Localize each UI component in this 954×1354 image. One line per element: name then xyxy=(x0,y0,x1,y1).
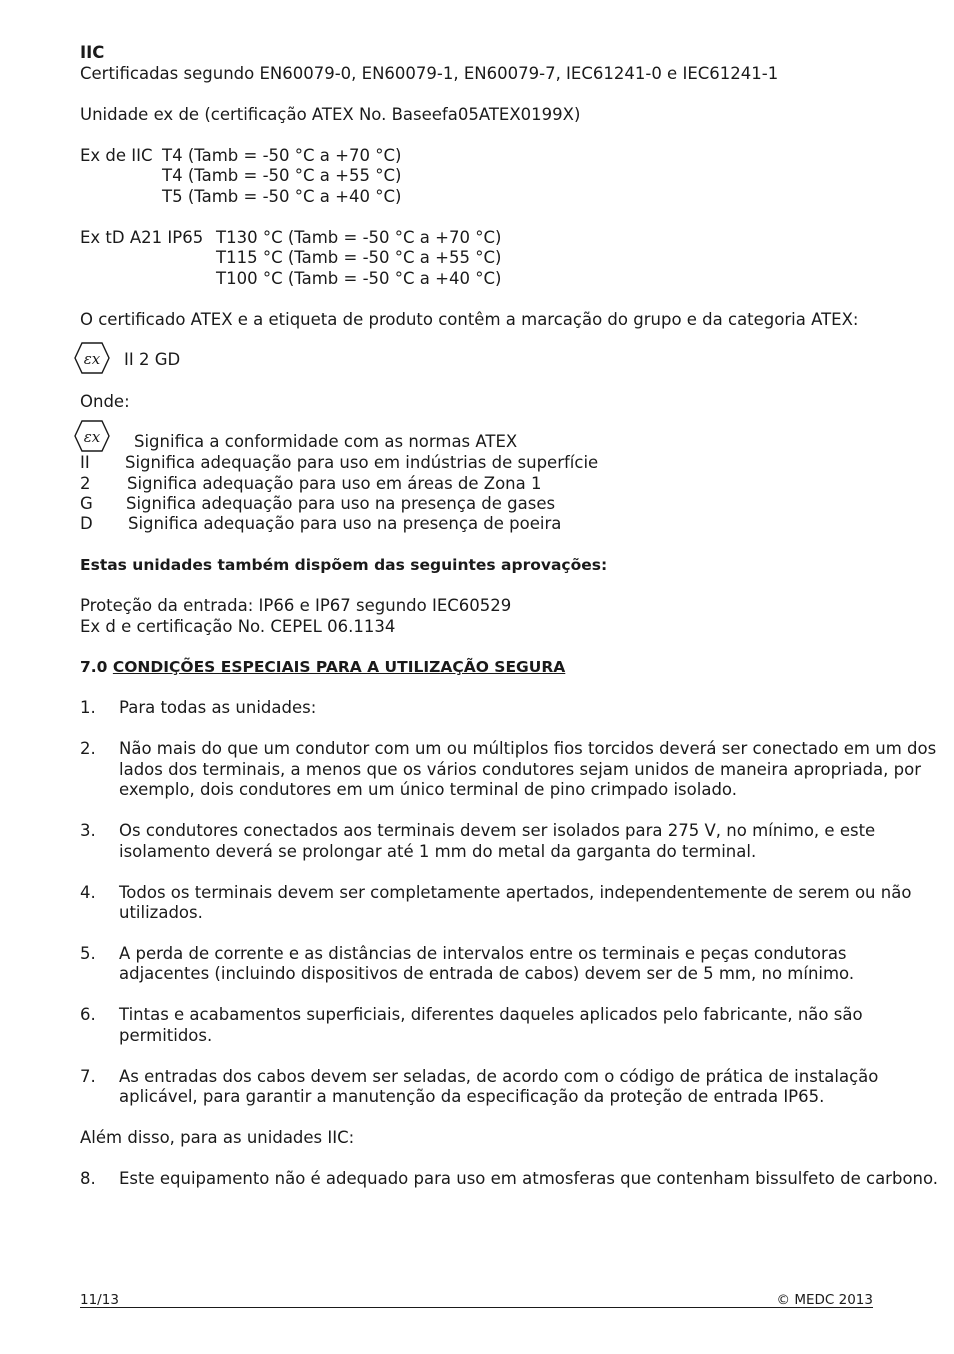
item-text: Para todas as unidades: xyxy=(119,698,317,717)
group-label: IIC xyxy=(80,43,105,62)
ex-de-line: T4 (Tamb = -50 °C a +55 °C) xyxy=(162,166,402,185)
item-number: 2. xyxy=(80,739,96,758)
ex-td-line: T100 °C (Tamb = -50 °C a +40 °C) xyxy=(216,269,502,288)
copyright: © MEDC 2013 xyxy=(776,1292,873,1308)
item-text-line: aplicável, para garantir a manutenção da especificação da proteção de entrada IP65. xyxy=(119,1087,825,1106)
onde-label: Onde: xyxy=(80,392,130,411)
atex-marking-intro: O certificado ATEX e a etiqueta de produto contêm a marcação do grupo e da categoria ATEX: xyxy=(80,310,859,329)
section-number: 7.0 xyxy=(80,658,108,676)
item-text-line: Não mais do que um condutor com um ou múltiplos fios torcidos deverá ser conectado em um dos xyxy=(119,739,937,758)
unit-certificate-line: Unidade ex de (certificação ATEX No. Baseefa05ATEX0199X) xyxy=(80,105,581,124)
item-text-line: permitidos. xyxy=(119,1026,213,1045)
approval-line: Proteção da entrada: IP66 e IP67 segundo IEC60529 xyxy=(80,596,512,615)
definition-key: G xyxy=(80,494,93,513)
definition-key: II xyxy=(80,453,90,472)
atex-ex-hexagon-icon xyxy=(74,420,110,452)
certification-line: Certificadas segundo EN60079-0, EN60079-1, EN60079-7, IEC61241-0 e IEC61241-1 xyxy=(80,64,779,83)
item-text-line: exemplo, dois condutores em um único terminal de pino crimpado isolado. xyxy=(119,780,737,799)
item-text-line: A perda de corrente e as distâncias de intervalos entre os terminais e peças condutoras xyxy=(119,944,847,963)
item-text-line: utilizados. xyxy=(119,903,203,922)
atex-marking: II 2 GD xyxy=(124,350,181,369)
item-text-line: As entradas dos cabos devem ser seladas, de acordo com o código de prática de instalação xyxy=(119,1067,879,1086)
item-number: 5. xyxy=(80,944,96,963)
definition-text: Significa adequação para uso em áreas de Zona 1 xyxy=(127,474,542,493)
atex-ex-hexagon-icon xyxy=(74,342,110,374)
ex-de-prefix: Ex de IIC xyxy=(80,146,153,165)
ex-td-line: T115 °C (Tamb = -50 °C a +55 °C) xyxy=(216,248,502,267)
definition-key: 2 xyxy=(80,474,91,493)
svg-text:εx: εx xyxy=(83,428,101,446)
iic-intro: Além disso, para as unidades IIC: xyxy=(80,1128,355,1147)
definition-text: Significa a conformidade com as normas ATEX xyxy=(134,432,518,451)
definition-key: D xyxy=(80,514,93,533)
item-number: 3. xyxy=(80,821,96,840)
item-number: 4. xyxy=(80,883,96,902)
definition-text: Significa adequação para uso na presença de poeira xyxy=(128,514,562,533)
item-number: 8. xyxy=(80,1169,96,1188)
item-text-line: Todos os terminais devem ser completamente apertados, independentemente de serem ou não xyxy=(119,883,912,902)
ex-td-prefix: Ex tD A21 IP65 xyxy=(80,228,204,247)
definition-text: Significa adequação para uso em indústrias de superfície xyxy=(125,453,599,472)
section-title: CONDIÇÕES ESPECIAIS PARA A UTILIZAÇÃO SEGURA xyxy=(112,658,566,676)
page-number: 11/13 xyxy=(80,1292,119,1308)
svg-text:εx: εx xyxy=(83,350,101,368)
item-text: Este equipamento não é adequado para uso em atmosferas que contenham bissulfeto de carbono. xyxy=(119,1169,939,1188)
definition-text: Significa adequação para uso na presença de gases xyxy=(126,494,556,513)
item-text-line: Tintas e acabamentos superficiais, diferentes daqueles aplicados pelo fabricante, não são xyxy=(119,1005,863,1024)
item-text-line: lados dos terminais, a menos que os vários condutores sejam unidos de maneira apropriada, por xyxy=(119,760,922,779)
item-text-line: isolamento deverá se prolongar até 1 mm do metal da garganta do terminal. xyxy=(119,842,757,861)
item-number: 1. xyxy=(80,698,96,717)
item-text-line: Os condutores conectados aos terminais devem ser isolados para 275 V, no mínimo, e este xyxy=(119,821,876,840)
approvals-heading: Estas unidades também dispõem das seguintes aprovações: xyxy=(80,556,608,574)
approval-line: Ex d e certificação No. CEPEL 06.1134 xyxy=(80,617,396,636)
ex-de-line: T5 (Tamb = -50 °C a +40 °C) xyxy=(162,187,402,206)
section-heading xyxy=(80,657,565,678)
footer-divider xyxy=(80,1307,873,1308)
ex-td-line: T130 °C (Tamb = -50 °C a +70 °C) xyxy=(216,228,502,247)
item-number: 7. xyxy=(80,1067,96,1086)
ex-de-line: T4 (Tamb = -50 °C a +70 °C) xyxy=(162,146,402,165)
item-text-line: adjacentes (incluindo dispositivos de entrada de cabos) devem ser de 5 mm, no mínimo. xyxy=(119,964,855,983)
item-number: 6. xyxy=(80,1005,96,1024)
